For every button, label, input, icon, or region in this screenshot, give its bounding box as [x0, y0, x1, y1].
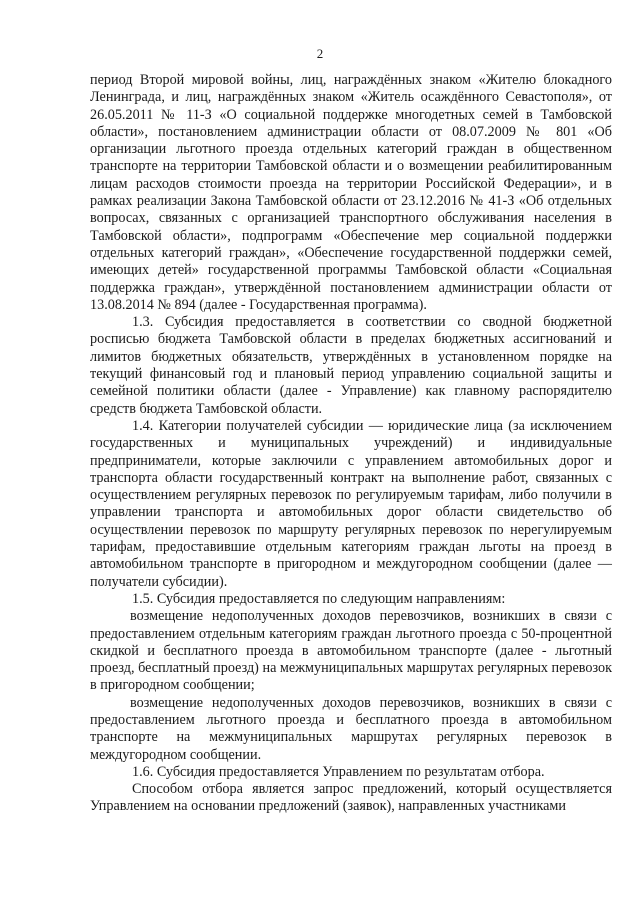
paragraph-1-6: 1.6. Субсидия предоставляется Управлением по результатам отбора.	[132, 763, 545, 780]
page-number: 2	[316, 46, 324, 61]
paragraph-1-3: 1.3. Субсидия предоставляется в соответствии со сводной бюджетной росписью бюджета Тамбовской области в пределах бюджетных ассигнований и лимитов бюджетных обязательств, утверждённых в установленном порядке на текущий финансовый год и плановый период управлению социальной защиты и семейной политики области (далее - Управление) как главному распорядителю средств бюджета Тамбовской области.	[90, 314, 612, 417]
paragraph-intro: период Второй мировой войны, лиц, награждённых знаком «Жителю блокадного Ленинграда, и лиц, награждённых знаком «Житель осаждённого Севастополя», от 26.05.2011 № 11-З «О социальной поддержке многодетных семей в Тамбовской области», постановлением администрации области от 08.07.2009 № 801 «Об организации льготного проезда отдельных категорий граждан в общественном транспорте на территории Тамбовской области и о возмещении реабилитированным лицам расходов стоимости проезда на территории Российской Федерации», и в рамках реализации Закона Тамбовской области от 23.12.2016 № 41-З «Об отдельных вопросах, связанных с организацией транспортного обслуживания населения в Тамбовской области», подпрограмм «Обеспечение мер социальной поддержки отдельных категорий граждан», «Обеспечение государственной поддержки семей, имеющих детей» государственной программы Тамбовской области «Социальная поддержка граждан», утверждённой постановлением администрации области от 13.08.2014 № 894 (далее - Государственная программа).	[90, 72, 612, 313]
paragraph-intercity: возмещение недополученных доходов перевозчиков, возникших в связи с предоставлением льготного проезда и бесплатного проезда в автомобильном транспорте на межмуниципальных маршрутах регулярных перевозок в междугородном сообщении.	[90, 694, 612, 763]
paragraph-1-4: 1.4. Категории получателей субсидии — юридические лица (за исключением государственных и муниципальных учреждений) и индивидуальные предприниматели, которые заключили с управлением автомобильных дорог и транспорта области государственный контракт на выполнение работ, связанных с осуществлением регулярных перевозок по регулируемым тарифам, либо получили в управлении транспорта и автомобильных дорог области свидетельство об осуществлении перевозок по маршруту регулярных перевозок по нерегулируемым тарифам, предоставившие отдельным категориям граждан льготы на проезд в автомобильном транспорте в пригородном и междугородном сообщении (далее — получатели субсидии).	[90, 417, 612, 590]
paragraph-suburban: возмещение недополученных доходов перевозчиков, возникших в связи с предоставлением отдельным категориям граждан льготного проезда с 50-процентной скидкой и бесплатного проезда в автомобильном транспорте (далее - льготный проезд, бесплатный проезд) на межмуниципальных маршрутах регулярных перевозок в пригородном сообщении;	[90, 608, 612, 694]
document-body	[90, 72, 612, 816]
paragraph-selection-method: Способом отбора является запрос предложений, который осуществляется Управлением на основании предложений (заявок), направленных участниками	[90, 781, 612, 815]
paragraph-1-5: 1.5. Субсидия предоставляется по следующим направлениям:	[132, 590, 506, 607]
